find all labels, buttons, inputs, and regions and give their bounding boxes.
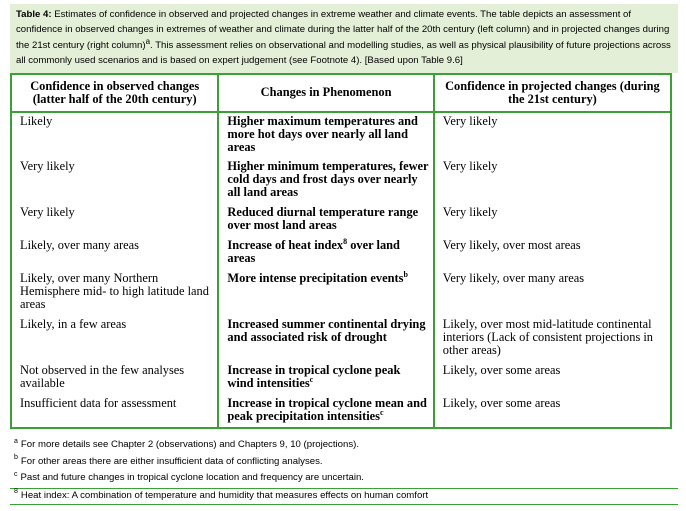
phenomenon-cell — [218, 395, 433, 428]
observed-confidence-cell: Not observed in the few analyses available — [11, 362, 218, 395]
phenomenon-footnote-mark: b — [403, 269, 408, 279]
table-row — [11, 237, 671, 270]
phenomenon-text: Increase of heat index — [227, 238, 344, 252]
phenomenon-footnote-mark: c — [379, 408, 384, 418]
phenomenon-cell — [218, 204, 433, 237]
projected-confidence-cell: Likely, over most mid-latitude continental interiors (Lack of consistent projections in other areas) — [434, 316, 671, 362]
projected-confidence-cell: Very likely — [434, 204, 671, 237]
footnote-mark: b — [14, 454, 18, 462]
phenomenon-text: Increased summer continental drying and associated risk of drought — [227, 317, 426, 345]
phenomenon-footnote-mark: c — [309, 375, 314, 385]
projected-confidence-cell: Likely, over some areas — [434, 395, 671, 428]
table-row — [11, 158, 671, 204]
footnote — [10, 454, 678, 471]
phenomenon-text: Increase in tropical cyclone peak wind intensities — [227, 363, 401, 391]
footnote — [10, 488, 678, 505]
phenomenon-cell — [218, 362, 433, 395]
table-caption — [10, 4, 678, 73]
table-row — [11, 112, 671, 158]
table-header-row — [11, 74, 671, 112]
table-row — [11, 270, 671, 316]
phenomenon-cell — [218, 112, 433, 158]
phenomenon-text: Reduced diurnal temperature range over most land areas — [227, 205, 419, 233]
phenomenon-text-continued: over land areas — [227, 238, 400, 266]
phenomenon-cell — [218, 316, 433, 362]
phenomenon-text: Higher minimum temperatures, fewer cold days and frost days over nearly all land areas — [227, 159, 429, 200]
projected-confidence-cell: Likely, over some areas — [434, 362, 671, 395]
caption-text: Estimates of confidence in observed and projected changes in extreme weather and climate events. The table depicts an assessment of confidence in observed changes in extremes of weather and climate during the latter half of the 20th century (left column) and in projected changes during the 21st century (right column) — [16, 9, 670, 51]
footnote-text: For other areas there are either insufficient data of conflicting analyses. — [20, 455, 323, 467]
table-body — [11, 112, 671, 428]
phenomenon-text: More intense precipitation events — [227, 271, 404, 285]
phenomenon-cell — [218, 270, 433, 316]
observed-confidence-cell: Very likely — [11, 204, 218, 237]
projected-confidence-cell: Very likely, over most areas — [434, 237, 671, 270]
projected-confidence-cell: Very likely — [434, 112, 671, 158]
caption-footnote-mark: a — [145, 36, 151, 46]
footnote-text: For more details see Chapter 2 (observations) and Chapters 9, 10 (projections). — [20, 439, 359, 450]
projected-confidence-cell: Very likely, over many areas — [434, 270, 671, 316]
observed-confidence-cell: Very likely — [11, 158, 218, 204]
header-phenomenon: Changes in Phenomenon — [218, 74, 433, 112]
phenomenon-footnote-mark: 8 — [343, 236, 348, 246]
caption-text-continued: . This assessment relies on observational and modelling studies, as well as physical plausibility of future projections across all commonly used scenarios and is based on expert judgement (see Footnote 4). [Based upon Table 9.6] — [16, 39, 671, 67]
footnote-mark: c — [14, 470, 18, 478]
footnotes — [10, 437, 678, 505]
phenomenon-text: Increase in tropical cyclone mean and peak precipitation intensities — [227, 396, 427, 424]
phenomenon-cell — [218, 237, 433, 270]
footnote — [10, 470, 678, 487]
phenomenon-cell — [218, 158, 433, 204]
footnote-mark: a — [14, 437, 18, 445]
confidence-table — [10, 73, 672, 429]
projected-confidence-cell: Very likely — [434, 158, 671, 204]
header-observed: Confidence in observed changes (latter half of the 20th century) — [11, 74, 218, 112]
footnote-text: Past and future changes in tropical cyclone location and frequency are uncertain. — [20, 472, 364, 483]
caption-label: Table 4: — [16, 9, 52, 20]
footnote-mark: 8 — [14, 488, 18, 496]
observed-confidence-cell: Likely — [11, 112, 218, 158]
footnote — [10, 437, 678, 454]
table-row — [11, 316, 671, 362]
table-row — [11, 204, 671, 237]
header-projected: Confidence in projected changes (during the 21st century) — [434, 74, 671, 112]
table-row — [11, 395, 671, 428]
observed-confidence-cell: Likely, over many Northern Hemisphere mid- to high latitude land areas — [11, 270, 218, 316]
phenomenon-text: Higher maximum temperatures and more hot days over nearly all land areas — [227, 114, 418, 155]
footnote-text: Heat index: A combination of temperature and humidity that measures effects on human comfort — [20, 489, 429, 501]
table-row — [11, 362, 671, 395]
observed-confidence-cell: Likely, in a few areas — [11, 316, 218, 362]
observed-confidence-cell: Insufficient data for assessment — [11, 395, 218, 428]
observed-confidence-cell: Likely, over many areas — [11, 237, 218, 270]
